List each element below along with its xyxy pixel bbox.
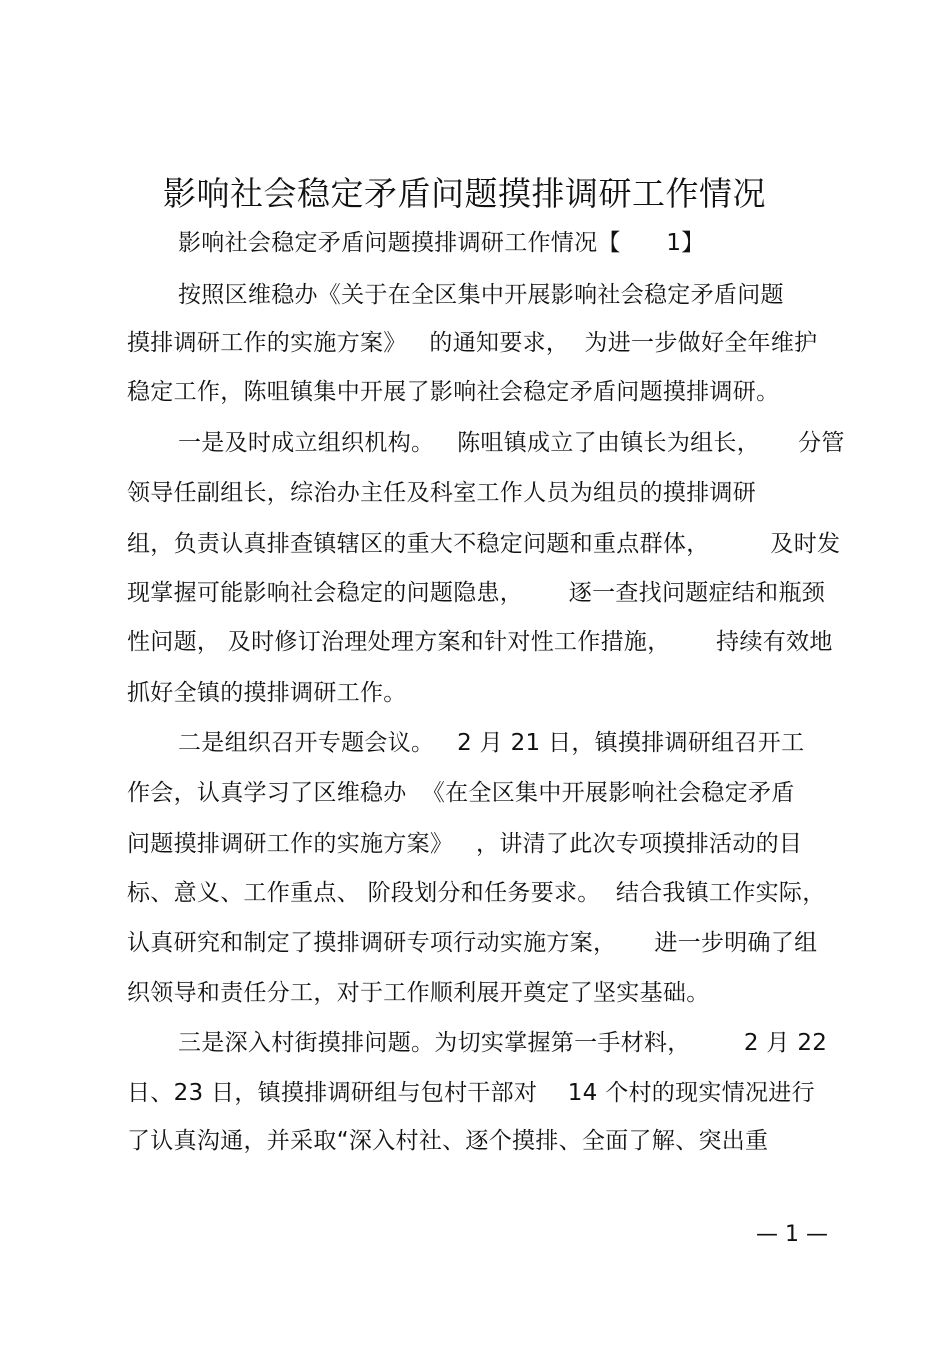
- paragraph-line: 问题摸排调研工作的实施方案》 ，讲清了此次专项摸排活动的目: [127, 831, 803, 857]
- paragraph-line: 影响社会稳定矛盾问题摸排调研工作情况【 1】: [178, 230, 705, 256]
- paragraph-line: 二是组织召开专题会议。 2 月 21 日，镇摸排调研组召开工: [178, 730, 805, 756]
- paragraph-line: 领导任副组长，综治办主任及科室工作人员为组员的摸排调研: [127, 480, 757, 506]
- paragraph-line: 摸排调研工作的实施方案》 的通知要求， 为进一步做好全年维护: [127, 330, 818, 356]
- paragraph-line: 抓好全镇的摸排调研工作。: [127, 680, 407, 706]
- paragraph-line: 现掌握可能影响社会稳定的问题隐患， 逐一查找问题症结和瓶颈: [127, 580, 826, 606]
- paragraph-line: 了认真沟通，并采取“深入村社、逐个摸排、全面了解、突出重: [127, 1128, 769, 1154]
- page-number: — 1 —: [756, 1222, 828, 1247]
- paragraph-line: 一是及时成立组织机构。 陈咀镇成立了由镇长为组长， 分管: [178, 430, 845, 456]
- paragraph-line: 按照区维稳办《关于在全区集中开展影响社会稳定矛盾问题: [178, 282, 784, 308]
- paragraph-line: 日、23 日，镇摸排调研组与包村干部对 14 个村的现实情况进行: [127, 1080, 815, 1106]
- paragraph-line: 标、意义、工作重点、 阶段划分和任务要求。 结合我镇工作实际，: [127, 880, 826, 906]
- paragraph-line: 三是深入村街摸排问题。为切实掌握第一手材料， 2 月 22: [178, 1030, 828, 1056]
- paragraph-line: 组，负责认真排查镇辖区的重大不稳定问题和重点群体， 及时发: [127, 531, 841, 557]
- document-title: 影响社会稳定矛盾问题摸排调研工作情况: [163, 174, 766, 213]
- paragraph-line: 性问题， 及时修订治理处理方案和针对性工作措施， 持续有效地: [127, 629, 833, 655]
- paragraph-line: 织领导和责任分工，对于工作顺利展开奠定了坚实基础。: [127, 980, 710, 1006]
- paragraph-line: 作会，认真学习了区维稳办 《在全区集中开展影响社会稳定矛盾: [127, 780, 795, 806]
- paragraph-line: 稳定工作，陈咀镇集中开展了影响社会稳定矛盾问题摸排调研。: [127, 379, 780, 405]
- paragraph-line: 认真研究和制定了摸排调研专项行动实施方案， 进一步明确了组: [127, 930, 818, 956]
